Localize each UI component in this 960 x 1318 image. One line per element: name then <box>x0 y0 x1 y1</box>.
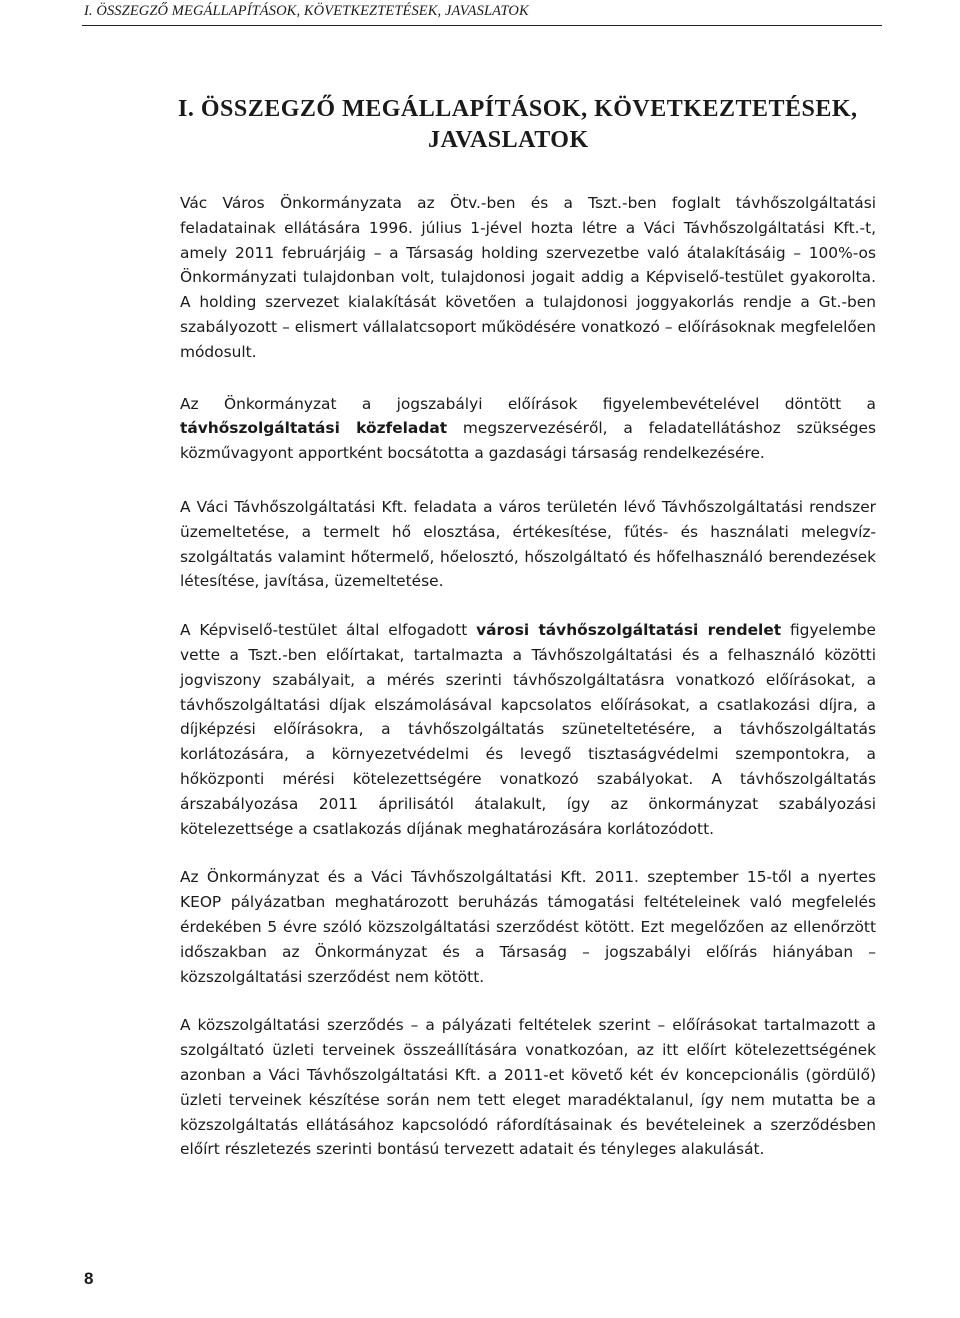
paragraph-1: Vác Város Önkormányzata az Ötv.-ben és a Tszt.-ben foglalt távhőszolgáltatási feladatainak ellátására 1996. július 1-jével hozta létre a Váci Távhőszolgáltatási Kft.-t, amely 2011 februárjáig – a Társaság holding szervezetbe való átalakításáig – 100%-os Önkormányzati tulajdonban volt, tulajdonosi jogait addig a Képviselő-testület gyakorolta. A holding szervezet kialakítását követően a tulajdonosi joggyakorlás rendje a Gt.-ben szabályozott – elismert vállalatcsoport működésére vonatkozó – előírásoknak megfelelően módosult. <box>180 194 876 361</box>
running-header-title: I. ÖSSZEGZŐ MEGÁLLAPÍTÁSOK, KÖVETKEZTETÉSEK, JAVASLATOK <box>84 3 529 19</box>
chapter-title <box>178 94 908 156</box>
paragraph-6: A közszolgáltatási szerződés – a pályázati feltételek szerint – előírásokat tartalmazott a szolgáltató üzleti terveinek összeállítására vonatkozóan, az itt előírt kötelezettségének azonban a Váci Távhőszolgáltatási Kft. a 2011-et követő két év koncepcionális (gördülő) üzleti terveinek készítése során nem tett eleget maradéktalanul, így nem mutatta be a közszolgáltatás ellátásához kapcsolódó ráfordításainak és bevételeinek a szerződésben előírt részletezés szerinti bontású tervezett adatait és tényleges alakulását. <box>180 1016 876 1159</box>
paragraph-2 <box>180 392 876 466</box>
chapter-title-line2: JAVASLATOK <box>428 127 589 153</box>
paragraph-2-text-a: Az Önkormányzat a jogszabályi előírások figyelembevételével döntött a <box>180 394 876 413</box>
header-rule <box>82 25 882 26</box>
page-number: 8 <box>84 1269 94 1288</box>
chapter-title-line1: I. ÖSSZEGZŐ MEGÁLLAPÍTÁSOK, KÖVETKEZTETÉSEK, <box>178 96 858 122</box>
paragraph-4-bold: városi távhőszolgáltatási rendelet <box>476 621 782 640</box>
paragraph-5: Az Önkormányzat és a Váci Távhőszolgáltatási Kft. 2011. szeptember 15-től a nyertes KEOP pályázatban meghatározott beruházás támogatási feltételeinek való megfelelés érdekében 5 évre szóló közszolgáltatási szerződést kötött. Ezt megelőzően az ellenőrzött időszakban az Önkormányzat és a Társaság – jogszabályi előírás hiányában – közszolgáltatási szerződést nem kötött. <box>180 868 876 986</box>
paragraph-2-text-b: megszervezéséről, a feladatellátáshoz szükséges közművagyont apportként bocsátotta a gazdasági társaság rendelkezésére. <box>180 419 876 463</box>
body-text <box>180 191 876 1184</box>
paragraph-2-bold: távhőszolgáltatási közfeladat <box>180 419 448 438</box>
paragraph-4-text-b: figyelembe vette a Tszt.-ben előírtakat, tartalmazta a Távhőszolgáltatási és a felhasználó közötti jogviszony szabályait, a mérés szerinti távhőszolgáltatásra vonatkozó előírásokat, a távhőszolgáltatási díjak elszámolásával kapcsolatos előírásokat, a csatlakozási díjra, a díjképzési előírásokra, a távhőszolgáltatás szüneteltetésére, a távhőszolgáltatás korlátozására, a környezetvédelmi és levegő tisztaságvédelmi szempontokra, a hőközponti mérési kötelezettségére vonatkozó szabályokat. A távhőszolgáltatás árszabályozása 2011 áprilisától átalakult, így az önkormányzat szabályozási kötelezettsége a csatlakozás díjának meghatározására korlátozódott. <box>180 621 876 838</box>
paragraph-4 <box>180 618 876 841</box>
paragraph-3: A Váci Távhőszolgáltatási Kft. feladata a város területén lévő Távhőszolgáltatási rendszer üzemeltetése, a termelt hő elosztása, értékesítése, fűtés- és használati melegvíz-szolgáltatás valamint hőtermelő, hőelosztó, hőszolgáltató és hőfelhasználó berendezések létesítése, javítása, üzemeltetése. <box>180 497 876 591</box>
paragraph-4-text-a: A Képviselő-testület által elfogadott <box>180 621 477 640</box>
